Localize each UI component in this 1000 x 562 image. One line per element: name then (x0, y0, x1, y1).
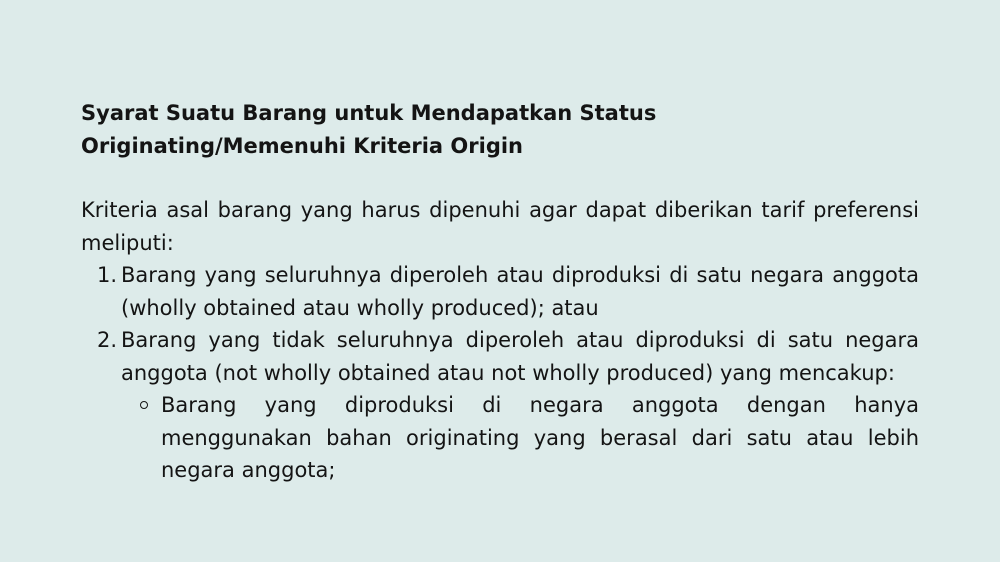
intro-paragraph: Kriteria asal barang yang harus dipenuhi agar dapat diberikan tarif preferensi meliputi: (81, 198, 919, 255)
sub-criteria-item (121, 389, 919, 487)
sub-criteria-list (121, 389, 919, 487)
list-number: 1. (97, 263, 118, 287)
hollow-circle-bullet-icon (140, 401, 148, 409)
criteria-item-text: Barang yang seluruhnya diperoleh atau diproduksi di satu negara anggota (wholly obtained atau wholly produced); atau (121, 263, 919, 320)
slide-title (81, 97, 919, 163)
criteria-item-text: Barang yang tidak seluruhnya diperoleh atau diproduksi di satu negara anggota (not wholly obtained atau not wholly produced) yang mencakup: (121, 328, 919, 385)
criteria-list (81, 259, 919, 487)
title-line-2: Originating/Memenuhi Kriteria Origin (81, 134, 524, 158)
criteria-item-2 (81, 324, 919, 487)
slide-content (81, 97, 919, 487)
list-number: 2. (97, 328, 118, 352)
sub-criteria-text: Barang yang diproduksi di negara anggota dengan hanya menggunakan bahan originating yang berasal dari satu atau lebih negara anggota; (161, 393, 919, 482)
criteria-item-1 (81, 259, 919, 324)
title-line-1: Syarat Suatu Barang untuk Mendapatkan Status (81, 101, 657, 125)
